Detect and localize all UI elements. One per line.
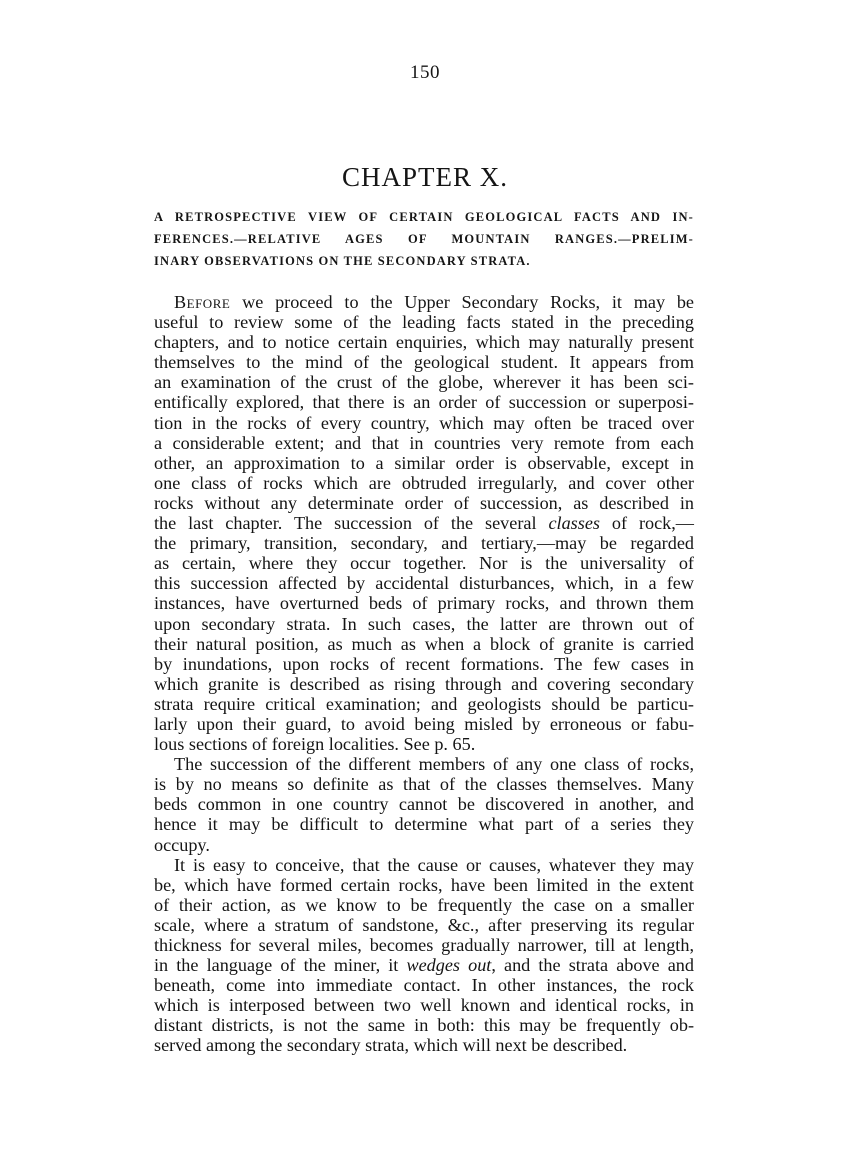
line-text: be, which have formed certain rocks, have been limited in the extent xyxy=(154,874,694,895)
line-text: as certain, where they occur together. Nor is the universality of xyxy=(154,553,694,574)
text-line xyxy=(154,734,694,754)
summary-line: FERENCES.—RELATIVE AGES OF MOUNTAIN RANGES.—PRELIM- xyxy=(154,232,694,246)
line-text: in the language of the miner, it xyxy=(154,955,407,976)
text-line xyxy=(154,855,694,875)
text-line xyxy=(154,614,694,634)
line-text: tion in the rocks of every country, which may often be traced over xyxy=(154,412,694,433)
text-line xyxy=(154,754,694,774)
paragraph xyxy=(154,855,694,1056)
line-text: useful to review some of the leading facts stated in the preceding xyxy=(154,312,694,333)
line-text: rocks without any determinate order of succession, as described in xyxy=(154,492,694,513)
line-text: other, an approximation to a similar order is observable, except in xyxy=(154,452,694,473)
line-text: an examination of the crust of the globe, wherever it has been sci- xyxy=(154,372,694,393)
text-line xyxy=(154,593,694,613)
italic-text: classes xyxy=(548,513,600,534)
text-line xyxy=(154,493,694,513)
body-text xyxy=(154,292,694,1056)
text-line xyxy=(154,533,694,553)
line-text: upon secondary strata. In such cases, the latter are thrown out of xyxy=(154,613,694,634)
text-line xyxy=(154,975,694,995)
summary-line: A RETROSPECTIVE VIEW OF CERTAIN GEOLOGICAL FACTS AND IN- xyxy=(154,210,694,224)
line-text: one class of rocks which are obtruded irregularly, and cover other xyxy=(154,472,694,493)
text-line xyxy=(154,1035,694,1055)
paragraph xyxy=(154,292,694,754)
paragraph xyxy=(154,754,694,854)
line-text: occupy. xyxy=(154,834,210,855)
text-line xyxy=(154,714,694,734)
line-text: hence it may be difficult to determine what part of a series they xyxy=(154,814,694,835)
line-text: distant districts, is not the same in both: this may be frequently ob- xyxy=(154,1015,694,1036)
text-line xyxy=(154,694,694,714)
text-line xyxy=(154,634,694,654)
chapter-summary xyxy=(154,206,694,272)
text-line xyxy=(154,573,694,593)
text-line xyxy=(154,935,694,955)
line-text: the last chapter. The succession of the several xyxy=(154,513,549,534)
text-line xyxy=(154,312,694,332)
text-line xyxy=(154,413,694,433)
chapter-title: CHAPTER X. xyxy=(341,162,508,192)
line-text: The succession of the different members of any one class of rocks, xyxy=(174,754,694,775)
text-line xyxy=(154,473,694,493)
text-line xyxy=(154,292,694,312)
paragraph-lead-word: Before xyxy=(174,292,231,312)
line-text: lous sections of foreign localities. See p. 65. xyxy=(154,734,476,755)
text-line xyxy=(154,915,694,935)
line-text: It is easy to conceive, that the cause or causes, whatever they may xyxy=(174,854,694,875)
text-line xyxy=(154,955,694,975)
line-text: themselves to the mind of the geological student. It appears from xyxy=(154,352,694,373)
text-line xyxy=(154,794,694,814)
line-text: of rock,— xyxy=(599,513,694,534)
text-line xyxy=(154,332,694,352)
text-line xyxy=(154,995,694,1015)
page-number: 150 xyxy=(410,62,440,83)
line-text: of their action, as we know to be frequently the case on a smaller xyxy=(154,894,694,915)
line-text: entifically explored, that there is an order of succession or superposi- xyxy=(154,392,694,413)
text-line xyxy=(154,895,694,915)
text-line xyxy=(154,654,694,674)
text-line xyxy=(154,513,694,533)
line-text: chapters, and to notice certain enquiries, which may naturally present xyxy=(154,332,694,353)
italic-text: wedges out xyxy=(406,955,492,976)
text-line xyxy=(154,1015,694,1035)
text-line xyxy=(154,875,694,895)
text-line xyxy=(154,553,694,573)
text-line xyxy=(154,433,694,453)
line-text: which is interposed between two well known and identical rocks, in xyxy=(154,995,694,1016)
line-text: we proceed to the Upper Secondary Rocks, it may be xyxy=(230,292,694,312)
line-text: which granite is described as rising through and covering secondary xyxy=(154,673,694,694)
text-line xyxy=(154,453,694,473)
line-text: a considerable extent; and that in countries very remote from each xyxy=(154,432,694,453)
line-text: the primary, transition, secondary, and tertiary,—may be regarded xyxy=(154,533,694,554)
line-text: scale, where a stratum of sandstone, &c., after preserving its regular xyxy=(154,914,694,935)
line-text: beds common in one country cannot be discovered in another, and xyxy=(154,794,694,815)
text-line xyxy=(154,674,694,694)
line-text: thickness for several miles, becomes gradually narrower, till at length, xyxy=(154,935,694,955)
text-line xyxy=(154,352,694,372)
line-text: served among the secondary strata, which will next be described. xyxy=(154,1035,628,1056)
line-text: strata require critical examination; and geologists should be particu- xyxy=(154,693,694,714)
text-line xyxy=(154,392,694,412)
line-text: this succession affected by accidental disturbances, which, in a few xyxy=(154,573,694,594)
text-line xyxy=(154,835,694,855)
line-text: larly upon their guard, to avoid being misled by erroneous or fabu- xyxy=(154,713,694,734)
text-line xyxy=(154,372,694,392)
text-line xyxy=(154,774,694,794)
line-text: , and the strata above and xyxy=(491,955,694,976)
text-line xyxy=(154,814,694,834)
line-text: by inundations, upon rocks of recent formations. The few cases in xyxy=(154,653,694,674)
line-text: their natural position, as much as when a block of granite is carried xyxy=(154,633,694,654)
line-text: is by no means so definite as that of the classes themselves. Many xyxy=(154,774,694,795)
line-text: instances, have overturned beds of primary rocks, and thrown them xyxy=(154,593,694,614)
line-text: beneath, come into immediate contact. In other instances, the rock xyxy=(154,975,694,996)
summary-line: INARY OBSERVATIONS ON THE SECONDARY STRATA. xyxy=(154,254,531,268)
